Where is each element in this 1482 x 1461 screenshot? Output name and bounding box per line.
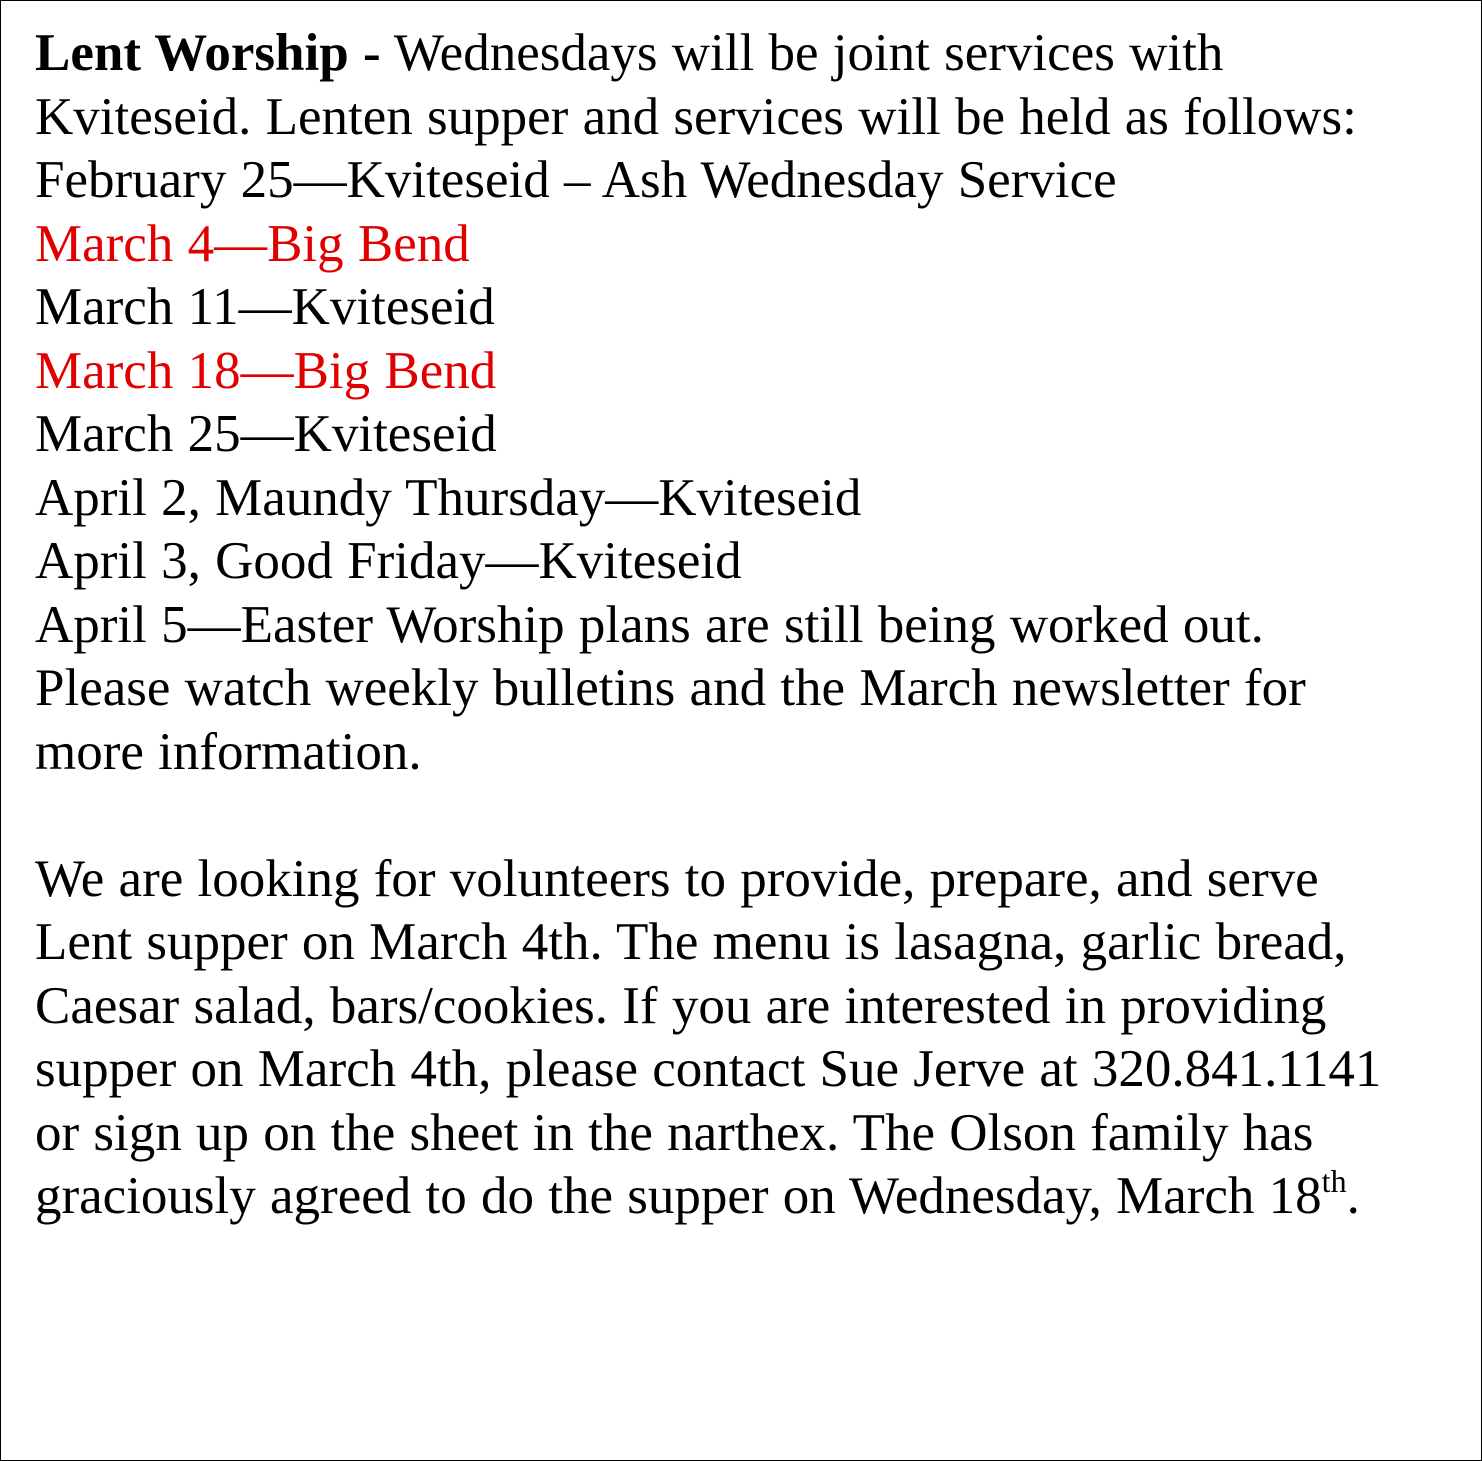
schedule-item-feb-25: February 25—Kviteseid – Ash Wednesday Service [35, 151, 1117, 209]
volunteer-line-4: supper on March 4th, please contact Sue Jerve at 320.841.1141 [35, 1040, 1382, 1098]
lent-closing-line-1: Please watch weekly bulletins and the March newsletter for [35, 659, 1306, 717]
document-body [35, 22, 1455, 1229]
schedule-item-apr-5: April 5—Easter Worship plans are still being worked out. [35, 595, 1264, 654]
volunteer-line-1: We are looking for volunteers to provide, prepare, and serve [35, 849, 1319, 908]
lent-intro-text-1: Wednesdays will be joint services with [380, 24, 1224, 82]
volunteer-last-text: graciously agreed to do the supper on Wednesday, March 18 [35, 1167, 1322, 1225]
schedule-item-mar-4: March 4—Big Bend [35, 214, 470, 273]
schedule-item-mar-18: March 18—Big Bend [35, 341, 497, 400]
lent-intro-line-1 [35, 22, 1455, 86]
lent-closing-line-2: more information. [35, 722, 422, 781]
lent-intro-line-2: Kviteseid. Lenten supper and services will be held as follows: [35, 87, 1357, 146]
schedule-item-apr-3: April 3, Good Friday—Kviteseid [35, 532, 742, 590]
final-period: . [1346, 1167, 1360, 1225]
schedule-item-apr-2: April 2, Maundy Thursday—Kviteseid [35, 468, 862, 527]
volunteer-line-2: Lent supper on March 4th. The menu is lasagna, garlic bread, [35, 913, 1347, 971]
paragraph-gap [35, 784, 1455, 848]
volunteer-line-6 [35, 1165, 1455, 1229]
schedule-item-mar-25: March 25—Kviteseid [35, 405, 497, 463]
ordinal-suffix: th [1321, 1163, 1347, 1200]
volunteer-line-3: Caesar salad, bars/cookies. If you are interested in providing [35, 976, 1327, 1035]
schedule-item-mar-11: March 11—Kviteseid [35, 278, 495, 336]
volunteer-line-5: or sign up on the sheet in the narthex. The Olson family has [35, 1103, 1314, 1162]
lent-heading: Lent Worship - [35, 24, 381, 82]
